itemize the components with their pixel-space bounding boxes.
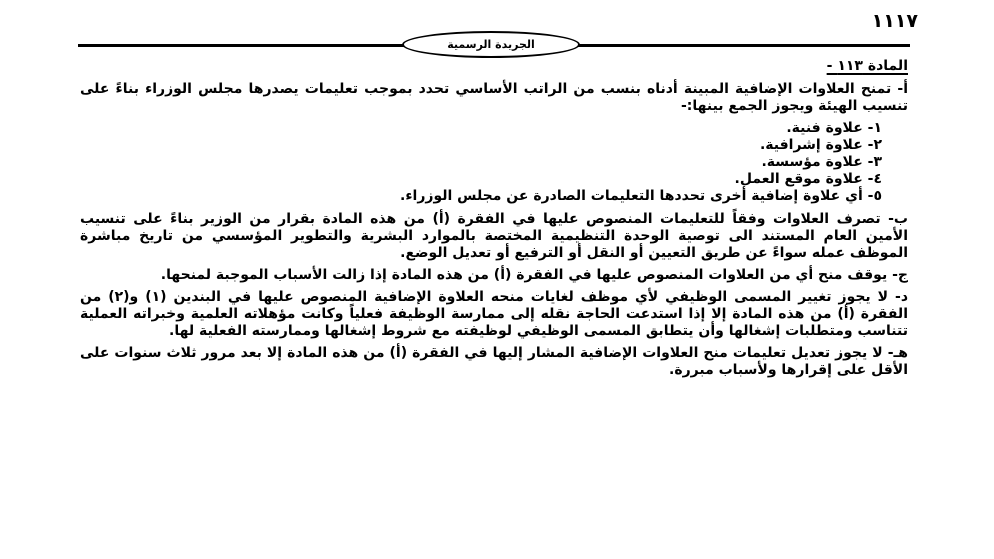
gazette-banner-label: الجريدة الرسمية xyxy=(447,38,535,51)
article-title-text: المادة ١١٣ - xyxy=(826,58,908,74)
clause-e-label: هـ- xyxy=(887,345,909,361)
clause-b-text: تصرف العلاوات وفقاً للتعليمات المنصوص عليها في الفقرة (أ) من هذه المادة بقرار من الوزير بناءً على تنسيب الأمين العام المستند الى توصية الوحدة التنظيمية المختصة بالموارد البشرية والتطوير المؤسسي من تاريخ مباشرة الموظف عمله سواءً عن طريق التعيين أو النقل أو الترفيع أو تعديل الوضع. xyxy=(80,211,908,261)
list-item-text: علاوة فنية. xyxy=(786,120,863,136)
list-item-text: أي علاوة إضافية أخرى تحددها التعليمات الصادرة عن مجلس الوزراء. xyxy=(400,188,863,204)
list-item-number: ٤- xyxy=(867,171,882,187)
article-body xyxy=(80,58,908,384)
clause-e-text: لا يجوز تعديل تعليمات منح العلاوات الإضافية المشار إليها في الفقرة (أ) من هذه المادة إلا بعد مرور ثلاث سنوات على الأقل على إقرارها ولأسباب مبررة. xyxy=(80,345,908,378)
list-item-number: ٣- xyxy=(867,154,882,170)
list-item xyxy=(80,154,882,171)
clause-b xyxy=(80,211,908,262)
clause-a-text: تمنح العلاوات الإضافية المبينة أدناه بنسب من الراتب الأساسي تحدد بموجب تعليمات يصدرها مجلس الوزراء بناءً على تنسيب الهيئة ويجوز الجمع بينها:- xyxy=(80,81,908,114)
list-item-number: ٥- xyxy=(867,188,882,204)
article-title xyxy=(80,58,908,75)
clause-e xyxy=(80,345,908,379)
clause-c-text: يوقف منح أي من العلاوات المنصوص عليها في الفقرة (أ) من هذه المادة إذا زالت الأسباب الموجبة لمنحها. xyxy=(160,267,888,283)
clause-d-label: د- xyxy=(895,289,909,305)
clause-b-label: ب- xyxy=(888,211,909,227)
clause-a-label: أ- xyxy=(897,81,909,97)
allowance-list xyxy=(80,120,908,205)
clause-c xyxy=(80,267,908,284)
list-item-number: ١- xyxy=(867,120,882,136)
list-item-text: علاوة مؤسسة. xyxy=(761,154,863,170)
list-item-number: ٢- xyxy=(867,137,882,153)
list-item xyxy=(80,188,882,205)
list-item xyxy=(80,171,882,188)
list-item-text: علاوة إشرافية. xyxy=(759,137,863,153)
clause-d xyxy=(80,289,908,340)
list-item-text: علاوة موقع العمل. xyxy=(734,171,863,187)
clause-d-text: لا يجوز تغيير المسمى الوظيفي لأي موظف لغايات منحه العلاوة الإضافية المنصوص عليها في البندين (١) و(٢) من الفقرة (أ) من هذه المادة إلا إذا استدعت الحاجة نقله إلى ممارسة الوظيفة فعلياً وكانت مؤهلاته العلمية وخبراته العملية تتناسب ومتطلبات إشغالها وأن يتطابق المسمى الوظيفي لوظيفته مع شروط إشغالها وممارسته الفعلية لها. xyxy=(80,289,908,339)
list-item xyxy=(80,120,882,137)
clause-a xyxy=(80,81,908,115)
clause-c-label: ج- xyxy=(892,267,908,283)
list-item xyxy=(80,137,882,154)
gazette-banner xyxy=(402,31,580,58)
page-number: ١١١٧ xyxy=(871,10,918,32)
